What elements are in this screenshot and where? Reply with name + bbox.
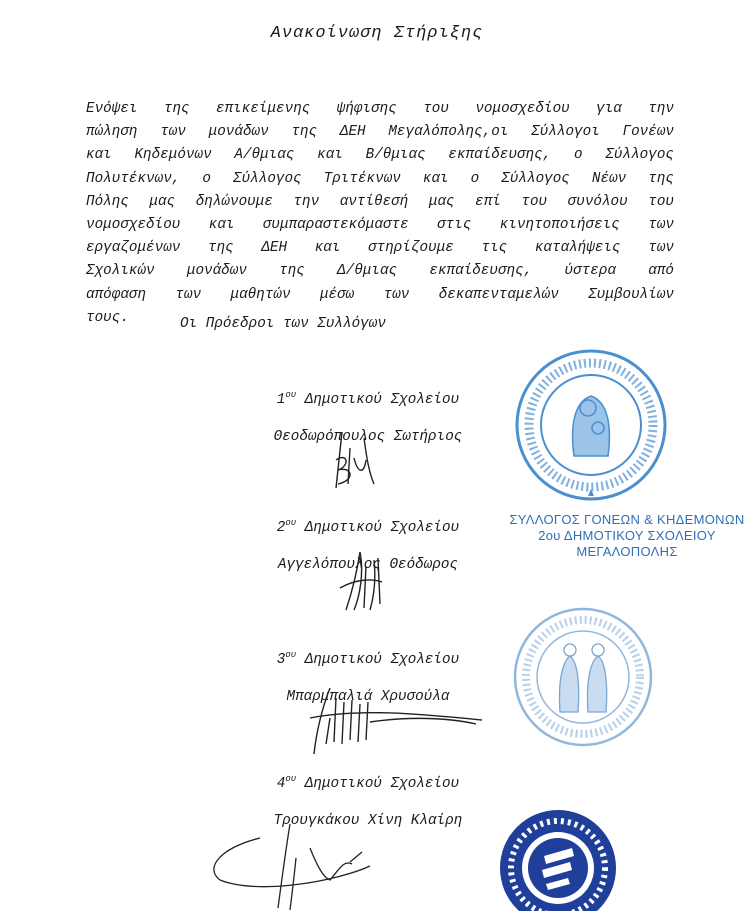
body-line: τους.: [86, 309, 129, 326]
signatory-school: $2^{o\upsilon}$ Δημοτικού Σχολείου: [276, 518, 460, 536]
signatory-name: Μπαρμπαλιά Χρυσούλα: [286, 688, 450, 705]
presidents-heading: Οι Πρόεδροι των Συλλόγων: [180, 316, 386, 332]
document-title: Ανακοίνωση Στήριξης: [270, 24, 484, 43]
signatory-school: $4^{o\upsilon}$ Δημοτικού Σχολείου: [276, 774, 460, 792]
body-line: πώληση των μονάδων της ΔΕΗ Μεγαλόπολης,οι Σύλλογοι Γονέων: [86, 124, 674, 141]
signature-1: [320, 430, 380, 490]
seal-stamp-3: [508, 602, 658, 752]
seal-stamp-1: [512, 346, 670, 504]
body-line: Σχολικών μονάδων της Δ/θμιας εκπαίδευσης, ύστερα από: [86, 263, 674, 280]
seal-stamp-4: [496, 806, 616, 911]
signatory-name: Τρουγκάκου Χίνη Κλαίρη: [273, 812, 463, 829]
body-line: εργαζομένων της ΔΕΗ και στηρίζουμε τις καταλήψεις των: [86, 240, 674, 257]
signature-3: [300, 678, 490, 758]
signatory-name: Θεοδωρόπουλος Σωτήριος: [273, 428, 463, 445]
signature-4: [200, 818, 380, 911]
parents-association-stamp-text: ΣΥΛΛΟΓΟΣ ΓΟΝΕΩΝ & ΚΗΔΕΜΟΝΩΝ 2ου ΔΗΜΟΤΙΚΟΥ ΣΧΟΛΕΙΟΥ ΜΕΓΑΛΟΠΟΛΗΣ: [509, 512, 745, 559]
signatory-school: $3^{o\upsilon}$ Δημοτικού Σχολείου: [276, 650, 460, 668]
body-line: απόφαση των μαθητών μέσω των δεκαπενταμελών Συμβουλίων: [86, 286, 674, 303]
announcement-body: [86, 98, 674, 330]
signature-2: [330, 548, 390, 614]
body-line: Πόλης μας δηλώνουμε την αντίθεσή μας επί του συνόλου του: [86, 193, 674, 210]
body-line: νομοσχεδίου και συμπαραστεκόμαστε στις κινητοποιήσεις των: [86, 217, 674, 234]
signatory-name: Αγγελόπουλος Θεόδωρος: [277, 556, 459, 573]
body-line: Πολυτέκνων, ο Σύλλογος Τριτέκνων και ο Σύλλογος Νέων της: [86, 170, 674, 187]
body-line: Ενόψει της επικείμενης ψήφισης του νομοσχεδίου για την: [86, 101, 674, 117]
signatory-school: $1^{o\upsilon}$ Δημοτικού Σχολείου: [276, 390, 460, 408]
body-line: και Κηδεμόνων Α/θμιας και Β/θμιας εκπαίδευσης, ο Σύλλογος: [86, 147, 674, 164]
